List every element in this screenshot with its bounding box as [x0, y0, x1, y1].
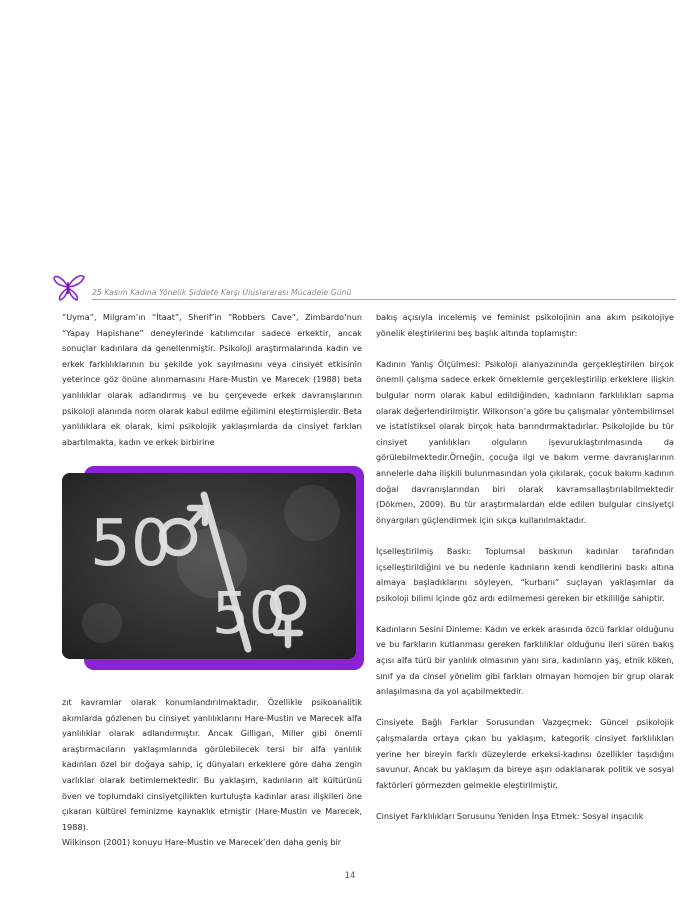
- page-number: 14: [344, 871, 356, 881]
- header-divider: [92, 299, 676, 300]
- ratio-number-left: 50: [90, 507, 172, 581]
- figure-50-50: [62, 464, 362, 674]
- left-column-top: [62, 310, 362, 450]
- left-column-bottom: [62, 695, 362, 851]
- paragraph: “Uyma”, Milgram’ın “İtaat”, Sherif’in “Robbers Cave”, Zimbardo’nun “Yapay Hapishane” deneylerinde katılımcılar sadece erkektir, ancak sonuçlar kadınlara da genellenmiştir. Psikoloji araştırmalarında kadın ve erkek farklılıklarının bu şekilde yok sayılmasını veya cinsiyet etkisinin yeterince göz önüne alınmamasını Hare-Mustin ve Marecek (1988) beta yanlılıklar olarak adlandırmış ve bu çerçevede erkek davranışlarının psikoloji alanında norm olarak kabul edilme eğilimini eleştirmişlerdir. Beta yanlılıklara ek olarak, kimi psikolojik yaklaşımlarda da cinsiyet farkları abartılmakta, kadın ve erkek birbirine: [62, 312, 362, 447]
- paragraph: Cinsiyete Bağlı Farklar Sorusundan Vazgeçmek: Güncel psikolojik çalışmalarda ortaya çıkan bu yaklaşım, kategorik cinsiyet farklılıkları yerine her bireyin farklı düzeylerde erkeksi-kadınsı özellikler taşıdığını savunur. Ancak bu yaklaşım da bireye aşırı odaklanarak politik ve sosyal faktörleri görmezden gelmekle eleştirilmiştir.: [376, 717, 674, 790]
- paragraph: İçselleştirilmiş Baskı: Toplumsal baskının kadınlar tarafından içselleştirildiğini ve bu nedenle kadınların kendi kendilerini baskı altına almaya başladıklarını söyleyen, “kurbanı” suçlayan yaklaşımlar da psikoloji bilimi içinde göz ardı edilmemesi gereken bir etkililiğe sahiptir.: [376, 545, 674, 603]
- paragraph: bakış açısıyla incelemiş ve feminist psikolojinin ana akım psikolojiye yönelik eleştirilerini beş başlık altında toplamıştır:: [376, 312, 674, 338]
- ratio-number-right: 50: [212, 579, 286, 647]
- paragraph: zıt kavramlar olarak konumlandırılmaktadır. Özellikle psikoanalitik akımlarda gözlenen bu cinsiyet yanlılıklarını Hare-Mustin ve Marecek alfa yanlılıklar olarak adlandırmıştır. Ancak Gilligan, Miller gibi önemli araştırmacıların yaklaşımlarında görülebilecek tersi bir alfa yanlılık kadınları özel bir doğaya sahip, iç dünyaları erkeklere göre daha zengin varlıklar olarak betimlemektedir. Bu yaklaşım, kadınların alt kültürünü öven ve toplumdaki cinsiyetçilikten kurtuluşta kadınlar arası ilişkileri öne çıkaran kültürel feminizme kaynaklık etmiştir (Hare-Mustin ve Marecek, 1988).: [62, 697, 362, 832]
- right-column: [376, 310, 674, 825]
- paragraph: Cinsiyet Farklılıkları Sorusunu Yeniden İnşa Etmek: Sosyal inşacılık: [376, 811, 644, 821]
- chalkboard-image: [62, 473, 356, 659]
- butterfly-icon: [52, 272, 86, 302]
- paragraph: Wilkinson (2001) konuyu Hare-Mustin ve Marecek’den daha geniş bir: [62, 837, 342, 848]
- paragraph: Kadınların Sesini Dinleme: Kadın ve erkek arasında özcü farklar olduğunu ve bu farkların kutlanması gereken farklılıklar olduğunu ileri süren bakış açısı alfa türü bir yanlılık olmasının yanı sıra, kadınların yaş, etnik köken, sınıf ya da cinsel yönelim gibi farkları olmayan homojen bir grup olarak anlaşılmasına da yol açabilmektedir.: [376, 623, 674, 697]
- paragraph: Kadının Yanlış Ölçülmesi: Psikoloji alanyazınında gerçekleştirilen birçok önemli çalışma sadece erkek örneklemle gerçekleştirilip erkeklere ilişkin bulgular norm olarak kabul edildiğinden, kadınların farklılıkları sapma olarak değerlendirilmiştir. Wilkonson’a göre bu çalışmalar yöntembilimsel ve istatistiksel olarak birçok hata barındırmaktadırlar. Psikolojide bu tür cinsiyet yanlılıkları olguların işevuruklaştırılmasında da görülebilmektedir.Örneğin, çocuğa ilgi ve bakım verme davranışlarının annelerle daha ilişkili bulunmasından yola çıkılarak, çocuk bakımı kadının doğal davranışlarından biri olarak kavramsallaştırılabilmektedir (Dökmen, 2009). Bu tür araştırmalardan elde edilen bulgular cinsiyetçi önyargıları güçlendirmek için sıkça kullanılmaktadır.: [376, 358, 674, 525]
- header-title: 25 Kasım Kadına Yönelik Şiddete Karşı Uluslararası Mücadele Günü: [92, 288, 352, 297]
- page-header: [52, 272, 676, 304]
